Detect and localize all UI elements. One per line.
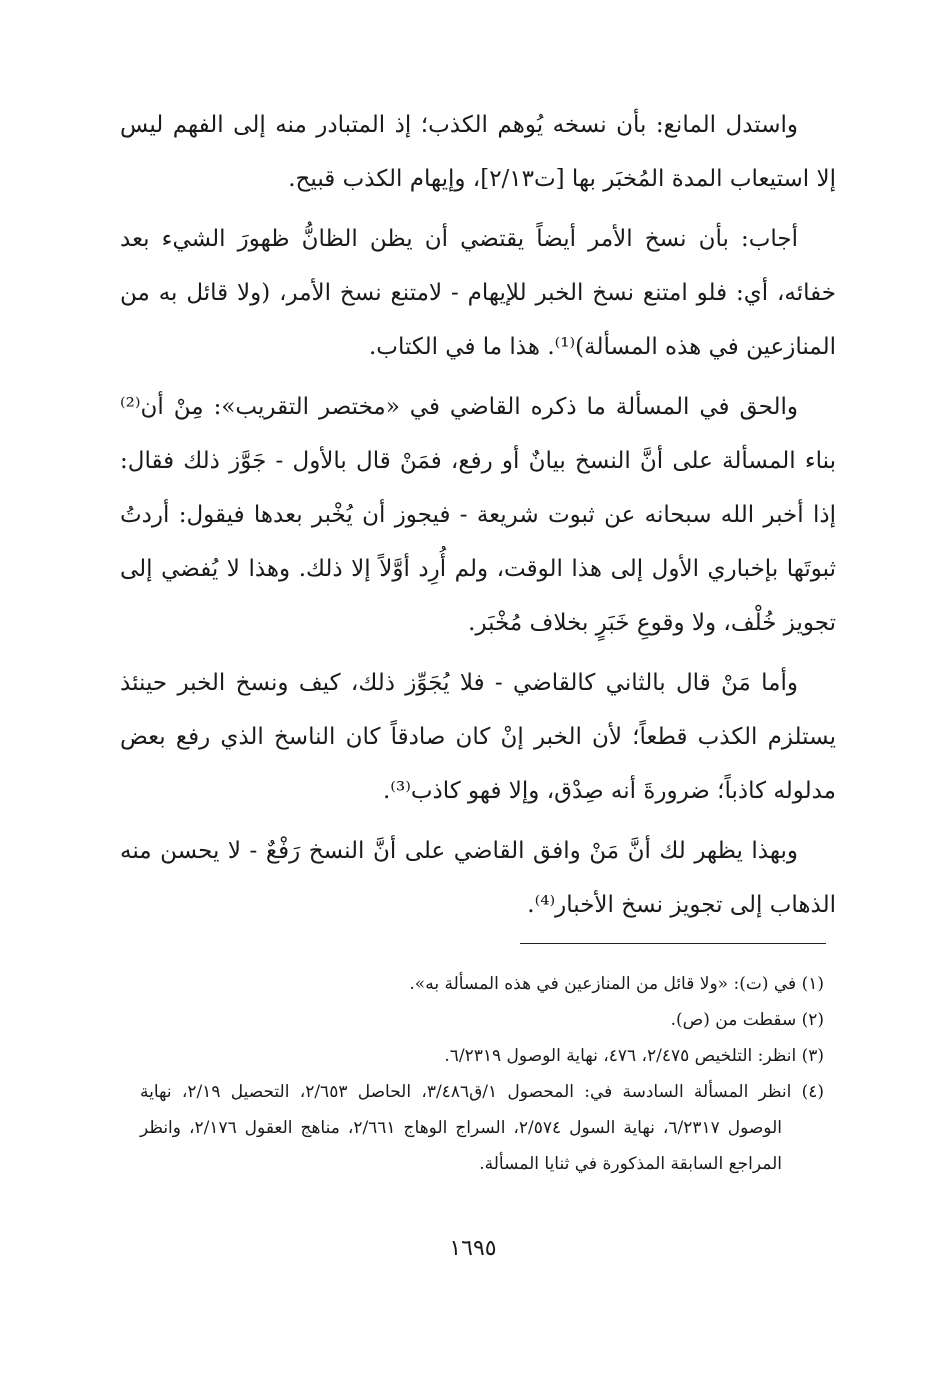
footnotes-section [140,966,824,1182]
page-number: ١٦٩٥ [449,1236,497,1261]
footnote: (٤) انظر المسألة السادسة في: المحصول ١/ق٣/٤٨٦، الحاصل ٢/٦٥٣، التحصيل ٢/١٩، نهاية الوصول ٦/٢٣١٧، نهاية السول ٢/٥٧٤، السراج الوهاج ٢/٦٦١، مناهج العقول ٢/١٧٦، وانظر المراجع السابقة المذكورة في ثنايا المسألة. [140,1082,824,1174]
paragraph: والحق في المسألة ما ذكره القاضي في «مختصر التقريب»: مِنْ أن⁽²⁾ بناء المسألة على أنَّ النسخ بيانٌ أو رفع، فمَنْ قال بالأول - جَوَّز ذلك فقال: إذا أخبر الله سبحانه عن ثبوت شريعة - فيجوز أن يُخْبر بعدها فيقول: أردتُ ثبوتَها بإخباري الأول إلى هذا الوقت، ولم أُرِد أوَّلاً إلا ذلك. وهذا لا يُفضي إلى تجويز خُلْف، ولا وقوعِ خَبَرٍ بخلاف مُخْبَر. [120,394,836,636]
main-text-body [120,98,836,938]
paragraph: وبهذا يظهر لك أنَّ مَنْ وافق القاضي على أنَّ النسخ رَفْعٌ - لا يحسن منه الذهاب إلى تجويز نسخ الأخبار⁽⁴⁾. [120,838,836,918]
paragraph: وأما مَنْ قال بالثاني كالقاضي - فلا يُجَوِّز ذلك، كيف ونسخ الخبر حينئذ يستلزم الكذب قطعاً؛ لأن الخبر إنْ كان صادقاً كان الناسخ الذي رفع بعض مدلوله كاذباً؛ ضرورةَ أنه صِدْق، وإلا فهو كاذب⁽³⁾. [120,670,836,804]
paragraph: واستدل المانع: بأن نسخه يُوهم الكذب؛ إذ المتبادر منه إلى الفهم ليس إلا استيعاب المدة المُخبَر بها [ت٢/١٣]، وإيهام الكذب قبيح. [120,112,836,192]
footnote: (٣) انظر: التلخيص ٢/٤٧٥، ٤٧٦، نهاية الوصول ٦/٢٣١٩. [444,1046,824,1066]
footnote: (١) في (ت): «ولا قائل من المنازعين في هذه المسألة به». [409,974,824,994]
footnote-separator [520,943,826,944]
paragraph: أجاب: بأن نسخ الأمر أيضاً يقتضي أن يظن الظانُّ ظهورَ الشيء بعد خفائه، أي: فلو امتنع نسخ الخبر للإيهام - لامتنع نسخ الأمر، (ولا قائل به من المنازعين في هذه المسألة)⁽¹⁾. هذا ما في الكتاب. [120,226,836,360]
footnote: (٢) سقطت من (ص). [670,1010,824,1030]
